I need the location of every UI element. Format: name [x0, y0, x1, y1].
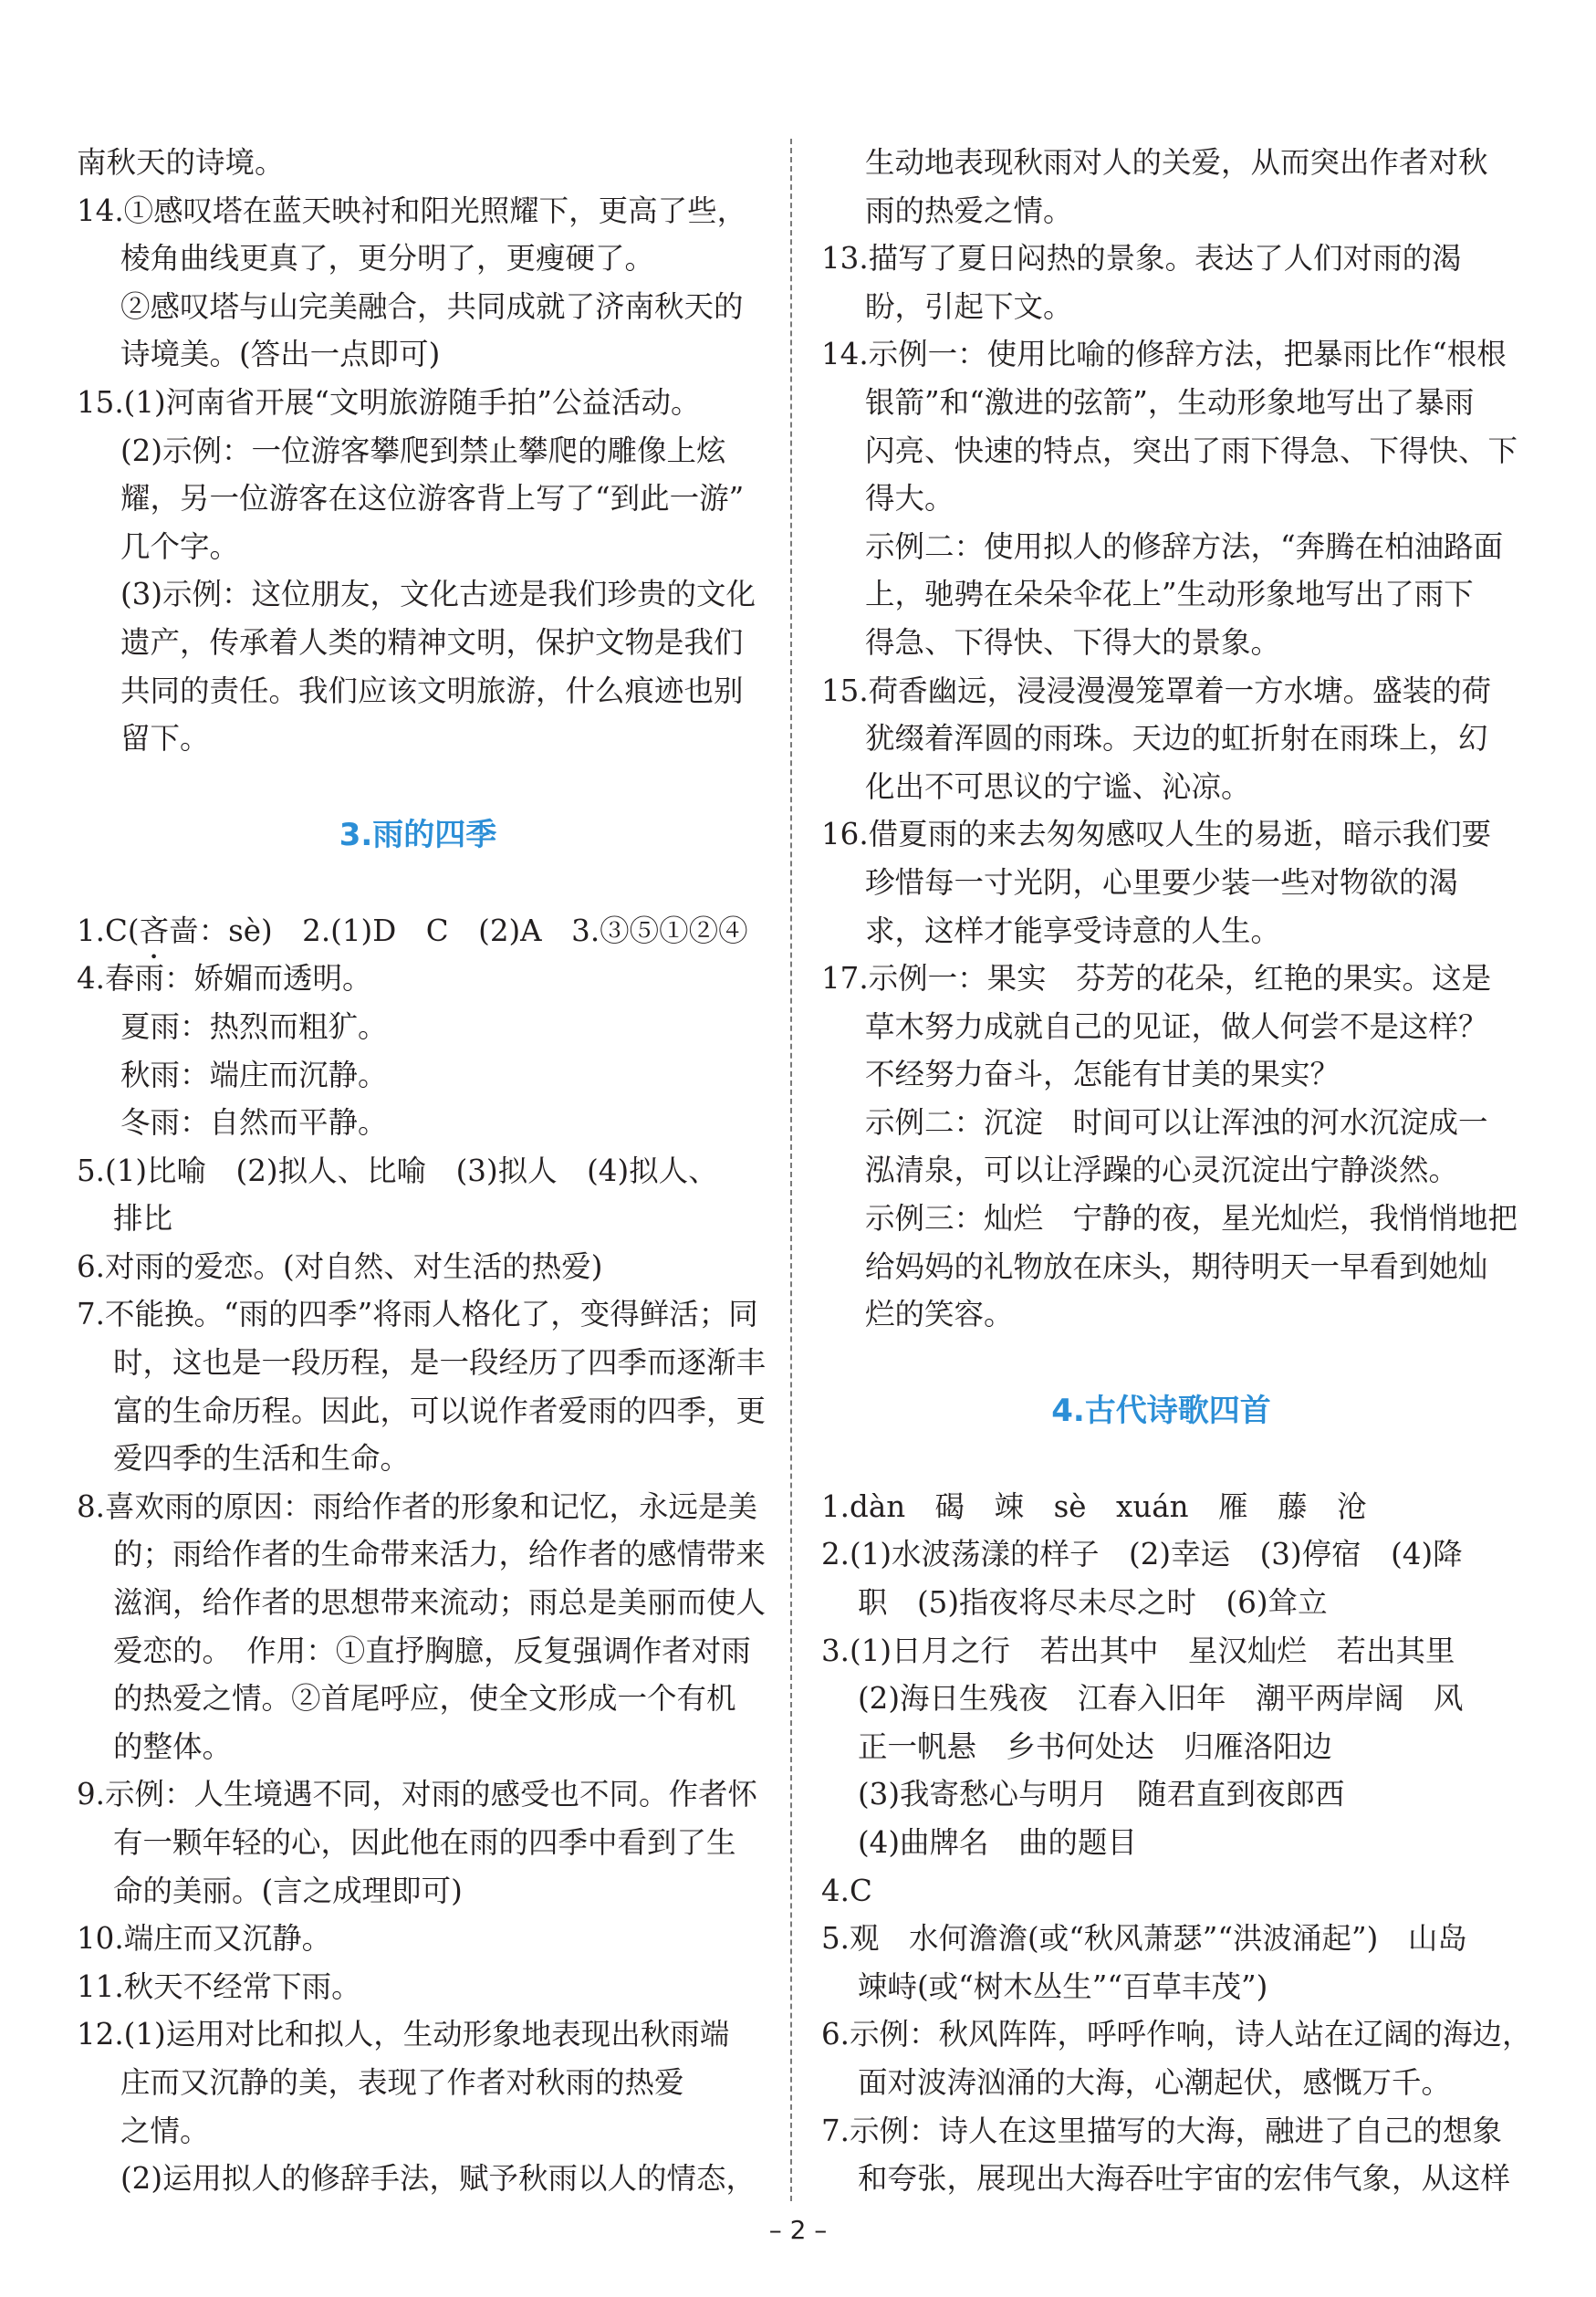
text-line: 南秋天的诗境。 [77, 145, 285, 180]
text-line: 生动地表现秋雨对人的关爱，从而突出作者对秋 [865, 145, 1488, 180]
text-line: 盼，引起下文。 [865, 288, 1073, 324]
text-line: 16.借夏雨的来去匆匆感叹人生的易逝，暗示我们要 [821, 817, 1492, 852]
text-line: 化出不可思议的宁谧、沁凉。 [865, 768, 1251, 804]
text-line: 6.对雨的爱恋。(对自然、对生活的热爱) [77, 1248, 603, 1284]
text-line: 留下。 [120, 721, 210, 757]
right-column [821, 139, 1532, 2203]
text-line: 得急、下得快、下得大的景象。 [865, 624, 1281, 660]
text-line: 命的美丽。(言之成理即可) [113, 1873, 463, 1908]
text-line: 夏雨：热烈而粗犷。 [120, 1008, 388, 1044]
text-line: 上，驰骋在朵朵伞花上”生动形象地写出了雨下 [865, 577, 1474, 612]
text-line: 得大。 [865, 481, 954, 517]
text-line: 4.C [821, 1873, 872, 1908]
text-line: 烂的笑容。 [865, 1297, 1014, 1332]
text-line: 有一颗年轻的心，因此他在雨的四季中看到了生 [113, 1825, 736, 1860]
text-line: 5.(1)比喻 (2)拟人、比喻 (3)拟人 (4)拟人、 [77, 1153, 718, 1188]
text-line: 雨的热爱之情。 [865, 193, 1073, 228]
text-line: (2)示例：一位游客攀爬到禁止攀爬的雕像上炫 [120, 433, 726, 468]
text-line: 15.(1)河南省开展“文明旅游随手拍”公益活动。 [77, 384, 701, 420]
text-line: 9.示例：人生境遇不同，对雨的感受也不同。作者怀 [77, 1777, 758, 1812]
text-line: 时，这也是一段历程，是一段经历了四季而逐渐丰 [113, 1345, 767, 1381]
text-line: 秋雨：端庄而沉静。 [120, 1057, 388, 1092]
text-line: 银箭”和“激进的弦箭”，生动形象地写出了暴雨 [865, 384, 1475, 420]
section-title: 4.古代诗歌四首 [1051, 1392, 1271, 1429]
column-divider [790, 139, 792, 2201]
text-line: 15.荷香幽远，浸浸漫漫笼罩着一方水塘。盛装的荷 [821, 673, 1492, 708]
text-line: (3)示例：这位朋友，文化古迹是我们珍贵的文化 [120, 577, 756, 612]
text-line: 棱角曲线更真了，更分明了，更瘦硬了。 [120, 241, 655, 277]
text-line: 职 (5)指夜将尽未尽之时 (6)耸立 [858, 1585, 1328, 1621]
text-line: 冬雨：自然而平静。 [120, 1105, 388, 1141]
text-line: 爱恋的。 作用：①直抒胸臆，反复强调作者对雨 [113, 1633, 751, 1668]
text-line: (2)海日生残夜 江春入旧年 潮平两岸阔 风 [858, 1681, 1464, 1717]
text-line: 示例二：使用拟人的修辞方法，“奔腾在柏油路面 [865, 528, 1504, 564]
text-line: 闪亮、快速的特点，突出了雨下得急、下得快、下 [865, 433, 1518, 468]
text-line: 1.dàn 碣 竦 sè xuán 雁 藤 沧 [821, 1488, 1367, 1524]
text-line: 泓清泉，可以让浮躁的心灵沉淀出宁静淡然。 [865, 1153, 1459, 1188]
text-line: 4.春雨：娇媚而透明。 [77, 961, 372, 997]
text-line: 12.(1)运用对比和拟人，生动形象地表现出秋雨端 [77, 2017, 730, 2052]
text-line: ②感叹塔与山完美融合，共同成就了济南秋天的 [120, 288, 744, 324]
left-column [77, 139, 767, 2203]
text-line: 14.示例一：使用比喻的修辞方法，把暴雨比作“根根 [821, 337, 1507, 372]
text-line: 6.示例：秋风阵阵，呼呼作响，诗人站在辽阔的海边， [821, 2017, 1532, 2052]
text-fragment: 啬：sè) 2.(1)D C (2)A 3.③⑤①②④ [169, 913, 748, 948]
text-line: 之情。 [120, 2113, 210, 2148]
text-line: 2.(1)水波荡漾的样子 (2)幸运 (3)停宿 (4)降 [821, 1537, 1463, 1572]
text-line: 富的生命历程。因此，可以说作者爱雨的四季，更 [113, 1393, 767, 1428]
text-line: 共同的责任。我们应该文明旅游，什么痕迹也别 [120, 673, 744, 708]
text-line: 3.(1)日月之行 若出其中 星汉灿烂 若出其里 [821, 1633, 1455, 1668]
text-line: 8.喜欢雨的原因：雨给作者的形象和记忆，永远是美 [77, 1488, 758, 1524]
text-line: 7.不能换。“雨的四季”将雨人格化了，变得鲜活；同 [77, 1297, 758, 1332]
text-line: 几个字。 [120, 528, 240, 564]
section-title: 3.雨的四季 [339, 816, 497, 853]
text-line: 正一帆悬 乡书何处达 归雁洛阳边 [858, 1728, 1333, 1764]
text-line: 给妈妈的礼物放在床头，期待明天一早看到她灿 [865, 1248, 1488, 1284]
text-line: 示例二：沉淀 时间可以让浑浊的河水沉淀成一 [865, 1104, 1488, 1140]
text-line: 耀，另一位游客在这位游客背上写了“到此一游” [120, 481, 745, 517]
text-line: 14.①感叹塔在蓝天映衬和阳光照耀下，更高了些， [77, 193, 747, 228]
text-fragment: 1.C( [77, 913, 140, 948]
text-line: 求，这样才能享受诗意的人生。 [865, 913, 1281, 948]
text-line: 和夸张，展现出大海吞吐宇宙的宏伟气象，从这样 [858, 2161, 1511, 2197]
text-line: 遗产，传承着人类的精神文明，保护文物是我们 [120, 624, 744, 660]
text-line: 珍惜每一寸光阴，心里要少装一些对物欲的渴 [865, 864, 1459, 900]
text-line: 13.描写了夏日闷热的景象。表达了人们对雨的渴 [821, 241, 1462, 277]
text-line: 的；雨给作者的生命带来活力，给作者的感情带来 [113, 1537, 767, 1572]
text-line: 不经努力奋斗，怎能有甘美的果实？ [865, 1057, 1340, 1092]
text-line: (4)曲牌名 曲的题目 [858, 1825, 1138, 1860]
text-line: 示例三：灿烂 宁静的夜，星光灿烂，我悄悄地把 [865, 1201, 1518, 1237]
text-line: (2)运用拟人的修辞手法，赋予秋雨以人的情态， [120, 2161, 756, 2197]
text-line: 5.观 水何澹澹(或“秋风萧瑟”“洪波涌起”) 山岛 [821, 1921, 1467, 1957]
text-line: 爱四季的生活和生命。 [113, 1441, 411, 1477]
text-line: 面对波涛汹涌的大海，心潮起伏，感慨万千。 [858, 2064, 1452, 2100]
text-line: 竦峙(或“树木丛生”“百草丰茂”) [858, 1968, 1268, 2004]
text-line: 排比 [113, 1201, 173, 1237]
text-line: 17.示例一：果实 芬芳的花朵，红艳的果实。这是 [821, 961, 1492, 997]
text-line: 滋润，给作者的思想带来流动；雨总是美丽而使人 [113, 1585, 767, 1621]
text-line: 10.端庄而又沉静。 [77, 1921, 332, 1957]
text-line: 草木努力成就自己的见证，做人何尝不是这样？ [865, 1008, 1488, 1044]
text-line: 犹缀着浑圆的雨珠。天边的虹折射在雨珠上，幻 [865, 721, 1488, 757]
text-line: (3)我寄愁心与明月 随君直到夜郎西 [858, 1777, 1345, 1812]
text-line: 7.示例：诗人在这里描写的大海，融进了自己的想象 [821, 2113, 1503, 2148]
text-line: 诗境美。(答出一点即可) [120, 337, 441, 372]
emphasized-char: 吝 [139, 913, 170, 948]
text-line: 的热爱之情。②首尾呼应，使全文形成一个有机 [113, 1681, 736, 1717]
text-line: 11.秋天不经常下雨。 [77, 1968, 361, 2004]
text-line [77, 907, 759, 955]
page-number: – 2 – [768, 2215, 828, 2245]
text-line: 庄而又沉静的美，表现了作者对秋雨的热爱 [120, 2064, 684, 2100]
text-line: 的整体。 [113, 1728, 233, 1764]
